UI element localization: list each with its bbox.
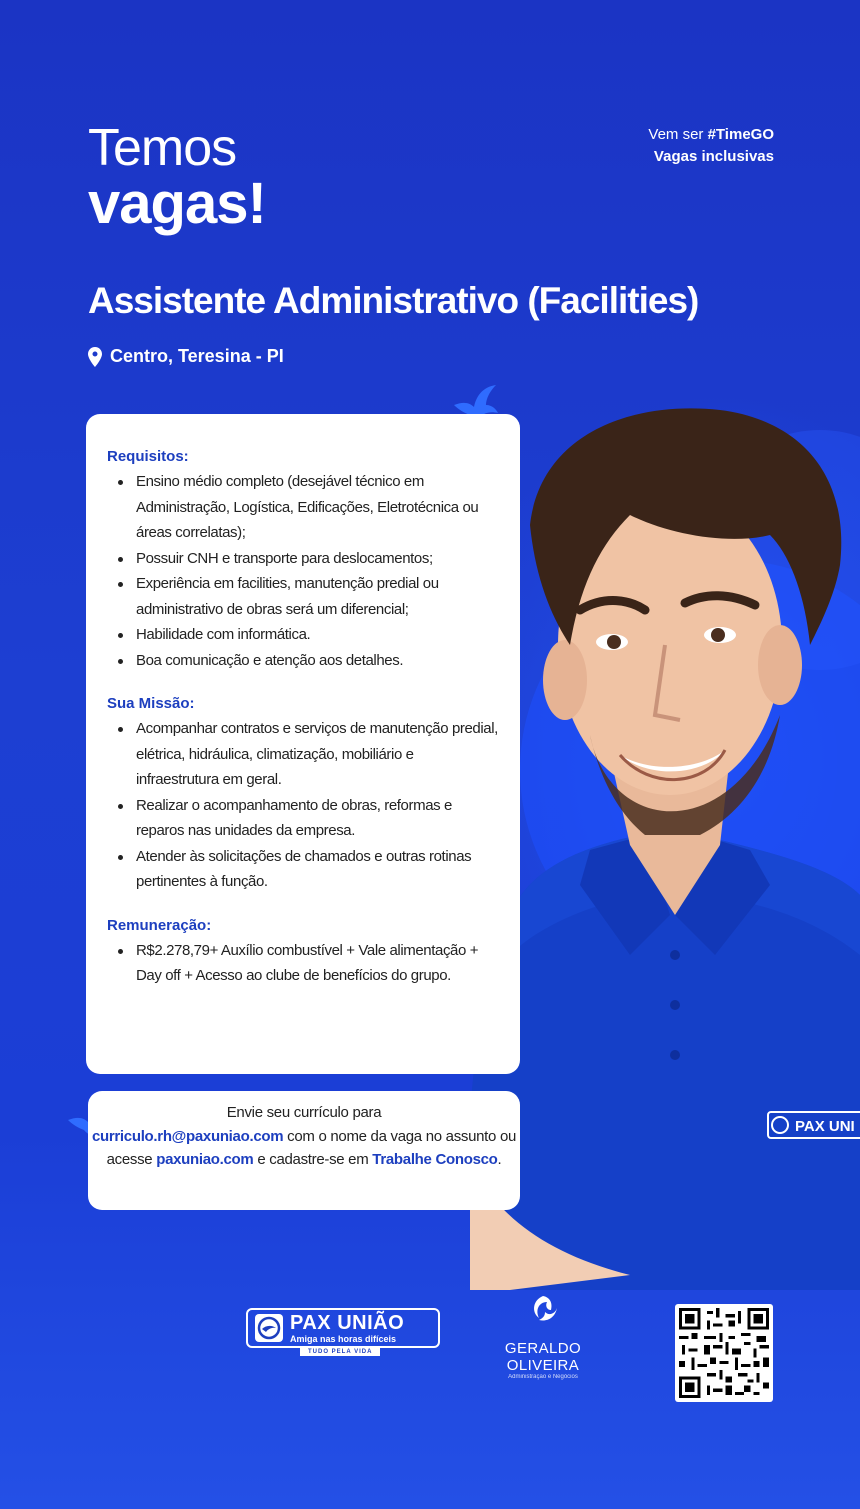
apply-instructions [88, 1091, 520, 1210]
list-item: Atender às solicitações de chamados e outras rotinas pertinentes à função. [107, 844, 500, 895]
pay-section [107, 917, 500, 989]
list-item: Realizar o acompanhamento de obras, reformas e reparos nas unidades da empresa. [107, 793, 500, 844]
careers-link[interactable]: Trabalhe Conosco [372, 1151, 498, 1168]
list-item: Possuir CNH e transporte para deslocamentos; [107, 546, 500, 572]
list-item: R$2.278,79+ Auxílio combustível + Vale alimentação + Day off + Acesso ao clube de benefícios do grupo. [107, 938, 500, 989]
tagline-hashtag: #TimeGO [707, 126, 774, 143]
job-location [88, 346, 284, 367]
location-text: Centro, Teresina - PI [110, 346, 284, 366]
mission-section [107, 695, 500, 895]
cta-text: . [497, 1151, 502, 1168]
shirt-logo-text: PAX UNI [795, 1118, 855, 1135]
pax-uniao-logo [246, 1308, 440, 1348]
person-photo [470, 395, 860, 1290]
pax-emblem-icon [254, 1313, 284, 1343]
cta-text: e cadastre-se em [253, 1151, 373, 1168]
list-item: Experiência em facilities, manutenção predial ou administrativo de obras será um diferencial; [107, 571, 500, 622]
list-item: Ensino médio completo (desejável técnico em Administração, Logística, Edificações, Eletrotécnica ou áreas correlatas); [107, 469, 500, 546]
geraldo-oliveira-logo [468, 1294, 618, 1380]
pax-subtitle: Amiga nas horas difíceis [290, 1333, 397, 1344]
website-link[interactable]: paxuniao.com [156, 1151, 254, 1168]
tagline [648, 124, 774, 168]
requirements-section [107, 448, 500, 673]
geraldo-name: GERALDO OLIVEIRA [504, 1340, 582, 1374]
pax-tagline: TUDO PELA VIDA [300, 1348, 380, 1356]
headline [88, 119, 266, 236]
qr-code-icon [679, 1308, 769, 1398]
qr-code[interactable] [675, 1304, 773, 1402]
headline-line1: Temos [88, 119, 237, 177]
pay-title: Remuneração: [107, 916, 212, 934]
requirements-title: Requisitos: [107, 448, 189, 465]
list-item: Acompanhar contratos e serviços de manutenção predial, elétrica, hidráulica, climatização, mobiliário e infraestrutura em geral. [107, 716, 500, 793]
requirements-list [107, 469, 500, 673]
footer-logos [0, 1290, 860, 1420]
list-item: Boa comunicação e atenção aos detalhes. [107, 648, 500, 674]
geraldo-subtitle: Administração e Negócios [508, 1374, 578, 1380]
tagline-prefix: Vem ser [648, 126, 708, 143]
geraldo-mark-icon [525, 1294, 561, 1324]
headline-line2: vagas! [88, 171, 266, 236]
list-item: Habilidade com informática. [107, 622, 500, 648]
pax-text [290, 1313, 404, 1344]
location-pin-icon [88, 347, 102, 367]
pay-list [107, 938, 500, 989]
pax-name: PAX UNIÃO [290, 1311, 405, 1334]
job-details-card [86, 414, 520, 1074]
cta-text: com o nome da vaga no assunto ou acesse [106, 1127, 517, 1168]
mission-title: Sua Missão: [107, 695, 195, 712]
job-title: Assistente Administrativo (Facilities) [88, 280, 699, 321]
cta-text: Envie seu currículo para [226, 1104, 382, 1121]
mission-list [107, 716, 500, 895]
email-link[interactable]: curriculo.rh@paxuniao.com [91, 1127, 284, 1145]
tagline-inclusive: Vagas inclusivas [653, 148, 774, 165]
